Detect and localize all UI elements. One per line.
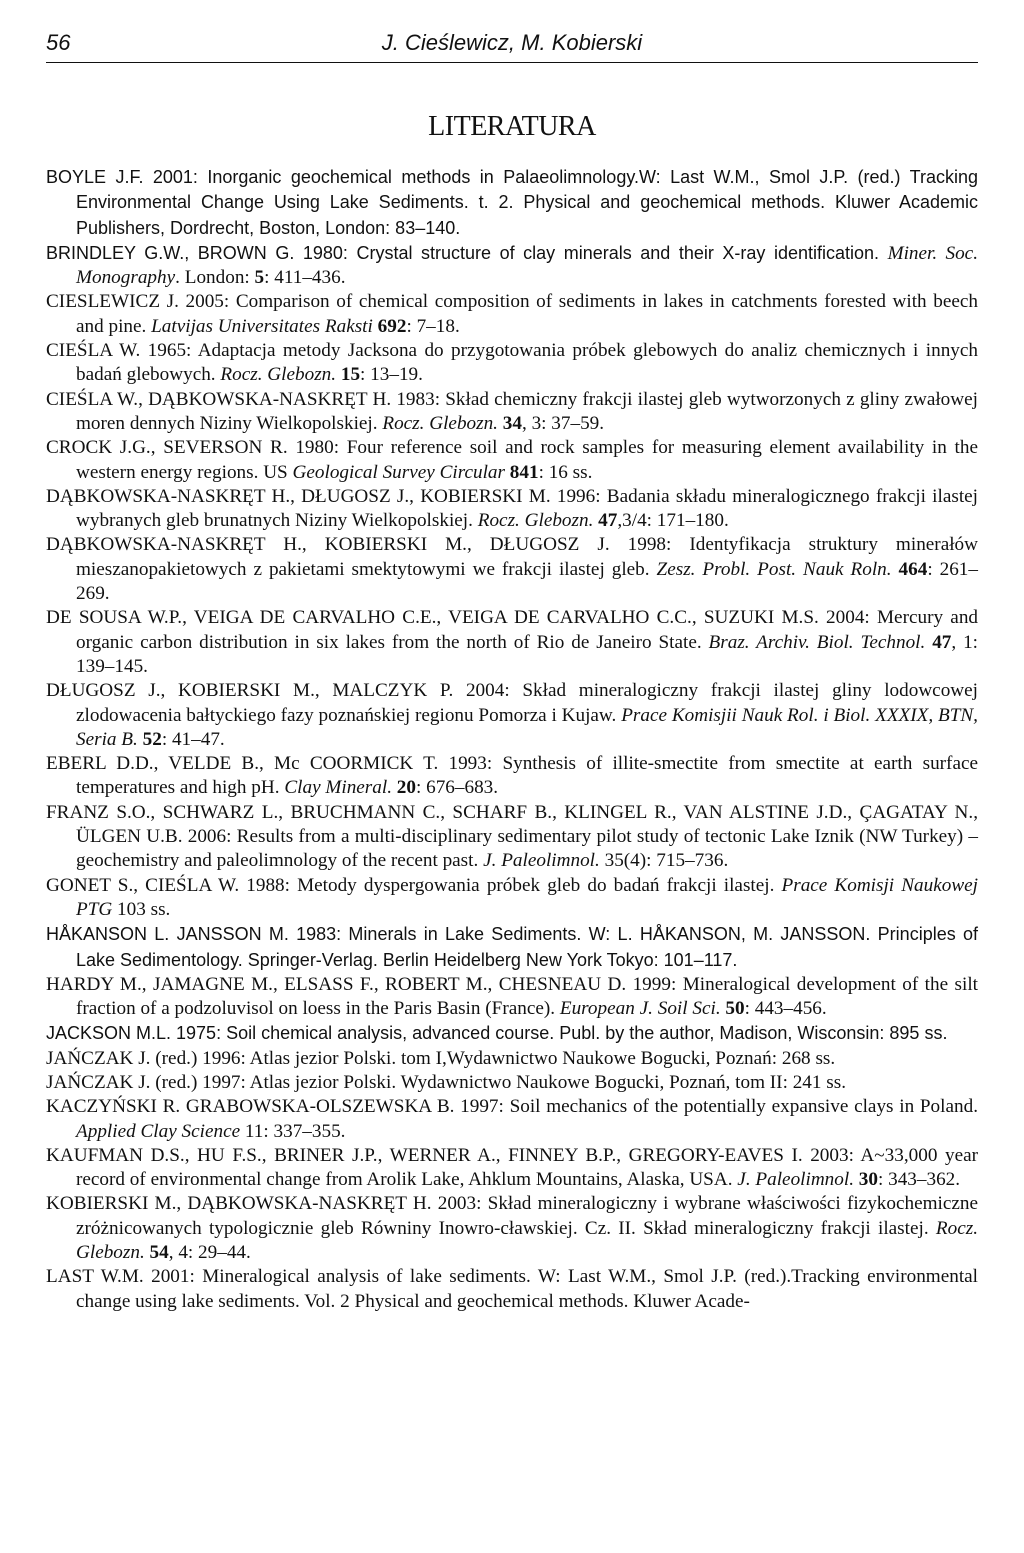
reference-text: 34 [497, 412, 522, 434]
reference-entry [46, 388, 978, 437]
reference-entry [46, 1021, 978, 1046]
reference-text: FRANZ S.O., SCHWARZ L., BRUCHMANN C., SCHARF B., KLINGEL R., VAN ALSTINE J.D., ÇAGATAY N., ÜLGEN U.B. 2006: Results from a multi-disciplinary sedimentary pilot study of tectonic Lake Iznik (NW Turkey) – geochemistry and paleolimnology of the recent past. [46, 801, 978, 872]
running-header [46, 22, 978, 63]
reference-text: Latvijas Universitates Raksti [151, 315, 373, 337]
reference-text: DĄBKOWSKA-NASKRĘT H., DŁUGOSZ J., KOBIERSKI M. 1996: Badania składu mineralogicznego frakcji ilastej wybranych gleb brunatnych Niziny Wielkopolskiej. [46, 485, 978, 532]
reference-entry [46, 165, 978, 241]
reference-text: Clay Mineral. [284, 777, 392, 799]
reference-text: 20 [392, 777, 416, 799]
reference-text: Miner. Soc. Monography [76, 242, 978, 289]
reference-text: JACKSON M.L. 1975: Soil chemical analysis, advanced course. Publ. by the author, Madison, Wisconsin: 895 ss. [46, 1023, 948, 1044]
reference-text: . London: [175, 267, 255, 289]
reference-entry [46, 339, 978, 388]
reference-entry [46, 1095, 978, 1144]
reference-text: 30 [854, 1169, 878, 1191]
reference-text: ,3/4: 171–180. [617, 510, 729, 532]
reference-text: 11: 337–355. [240, 1120, 346, 1142]
reference-text: Zesz. Probl. Post. Nauk Roln. [656, 558, 892, 580]
reference-text: : 676–683. [415, 777, 499, 799]
reference-entry [46, 606, 978, 679]
reference-text: GONET S., CIEŚLA W. 1988: Metody dyspergowania próbek gleb do badań frakcji ilastej. [46, 874, 782, 896]
reference-text: LAST W.M. 2001: Mineralogical analysis of lake sediments. W: Last W.M., Smol J.P. (red.).Tracking environmental change using lake sediments. Vol. 2 Physical and geochemical methods. Kluwer Acade- [46, 1266, 978, 1312]
reference-entry [46, 436, 978, 485]
reference-text: 50 [720, 998, 745, 1020]
reference-text: Rocz. Glebozn. [382, 412, 498, 434]
page-number: 56 [46, 30, 71, 55]
reference-text: 52 [137, 728, 162, 750]
reference-entry [46, 1192, 978, 1265]
reference-entry [46, 874, 978, 923]
reference-text: J. Paleolimnol. [483, 850, 600, 872]
reference-text: KOBIERSKI M., DĄBKOWSKA-NASKRĘT H. 2003: Skład mineralogiczny i wybrane właściwości fizykochemiczne zróżnicowanych typologicznie gleb Równiny Inowro-cławskiej. Cz. II. Skład mineralogiczny frakcji ilastej. [46, 1193, 978, 1239]
section-title: LITERATURA [428, 111, 596, 142]
reference-text: : 41–47. [161, 728, 225, 750]
reference-entry [46, 290, 978, 339]
reference-text: European J. Soil Sci. [559, 998, 721, 1020]
reference-text: DE SOUSA W.P., VEIGA DE CARVALHO C.E., VEIGA DE CARVALHO C.C., SUZUKI M.S. 2004: Mercury and organic carbon distribution in six lakes from the north of Rio de Janeiro State. [46, 607, 978, 653]
reference-entry [46, 1071, 978, 1095]
reference-text: JAŃCZAK J. (red.) 1997: Atlas jezior Polski. Wydawnictwo Naukowe Bogucki, Poznań, tom II: 241 ss. [46, 1071, 847, 1093]
reference-text: CROCK J.G., SEVERSON R. 1980: Four reference soil and rock samples for measuring element availability in the western energy regions. US [46, 437, 978, 483]
reference-text: 103 ss. [112, 898, 171, 920]
reference-text: Prace Komisjii Nauk Rol. i Biol. XXXIX, BTN, Seria B. [76, 704, 978, 750]
reference-text: 464 [891, 558, 928, 580]
document-page [46, 22, 978, 1314]
reference-text: Braz. Archiv. Biol. Technol. [708, 631, 926, 653]
reference-entry [46, 801, 978, 874]
reference-text: , 1: 139–145. [76, 631, 978, 677]
reference-entry [46, 922, 978, 973]
reference-text: Rocz. Glebozn. [477, 510, 594, 532]
reference-text: , 3: 37–59. [521, 412, 605, 434]
reference-text: 692 [372, 315, 407, 337]
reference-entry [46, 1265, 978, 1314]
reference-text: 841 [504, 461, 539, 483]
reference-text: : 7–18. [406, 315, 460, 337]
reference-text: Applied Clay Science [76, 1120, 241, 1142]
reference-text: : 411–436. [264, 267, 346, 289]
reference-list [46, 165, 978, 1314]
reference-text: : 16 ss. [538, 461, 593, 483]
reference-text: 54 [144, 1242, 169, 1264]
reference-text: 47 [925, 631, 952, 653]
reference-text: (4): 715–736. [623, 850, 729, 872]
reference-text: DĄBKOWSKA-NASKRĘT H., KOBIERSKI M., DŁUGOSZ J. 1998: Identyfikacja struktury minerałów mieszanopakietowych z pakietami smektytowymi we frakcji ilastej gleb. [46, 534, 978, 580]
reference-text: 15 [336, 364, 361, 386]
reference-text: EBERL D.D., VELDE B., Mc COORMICK T. 1993: Synthesis of illite-smectite from smectite at earth surface temperatures and high pH. [46, 753, 978, 799]
reference-entry [46, 1144, 978, 1193]
reference-text: HARDY M., JAMAGNE M., ELSASS F., ROBERT M., CHESNEAU D. 1999: Mineralogical development of the silt fraction of a podzoluvisol on loess in the Paris Basin (France). [46, 973, 978, 1020]
reference-text: , 4: 29–44. [168, 1242, 251, 1264]
reference-text: BRINDLEY G.W., BROWN G. 1980: Crystal structure of clay minerals and their X-ray identification. [46, 242, 888, 263]
reference-text: J. Paleolimnol. [737, 1169, 854, 1191]
running-header-authors: J. Cieślewicz, M. Kobierski [381, 30, 643, 55]
reference-text: BOYLE J.F. 2001: Inorganic geochemical methods in Palaeolimnology.W: Last W.M., Smol J.P. (red.) Tracking Environmental Change Using Lake Sediments. t. 2. Physical and geochemical methods. Kluwer Academic Publishers, Dordrecht, Boston, London: 83–140. [46, 167, 978, 238]
reference-entry [46, 1047, 978, 1071]
reference-entry [46, 241, 978, 291]
reference-text: : 13–19. [360, 364, 423, 386]
reference-text: Prace Komisji Naukowej PTG [76, 874, 978, 920]
reference-text: Geological Survey Circular [292, 461, 505, 483]
reference-text: KACZYŃSKI R. GRABOWSKA-OLSZEWSKA B. 1997: Soil mechanics of the potentially expansive clays in Poland. [46, 1096, 978, 1118]
reference-entry [46, 752, 978, 801]
reference-text: DŁUGOSZ J., KOBIERSKI M., MALCZYK P. 2004: Skład mineralogiczny frakcji ilastej gliny lodowcowej zlodowacenia bałtyckiego fazy poznańskiej regionu Pomorza i Kujaw. [46, 680, 978, 726]
reference-text: : 261–269. [76, 558, 978, 605]
reference-entry [46, 973, 978, 1022]
reference-entry [46, 533, 978, 606]
reference-text: Rocz. Glebozn. [76, 1217, 978, 1264]
reference-text: JAŃCZAK J. (red.) 1996: Atlas jezior Polski. tom I,Wydawnictwo Naukowe Bogucki, Poznań: 268 ss. [46, 1047, 836, 1069]
reference-text: 5 [254, 267, 265, 289]
reference-entry [46, 485, 978, 534]
reference-text: HÅKANSON L. JANSSON M. 1983: Minerals in Lake Sediments. W: L. HÅKANSON, M. JANSSON. Principles of Lake Sedimentology. Springer-Verlag. Berlin Heidelberg New York Tokyo: 101–117. [46, 924, 978, 970]
reference-text: 47 [593, 510, 618, 532]
reference-text: CIEŚLA W. 1965: Adaptacja metody Jacksona do przygotowania próbek glebowych do analiz chemicznych i innych badań glebowych. [46, 340, 978, 386]
reference-entry [46, 679, 978, 752]
reference-text: Rocz. Glebozn. [220, 364, 337, 386]
reference-text: CIESLEWICZ J. 2005: Comparison of chemical composition of sediments in lakes in catchments forested with beech and pine. [46, 291, 978, 337]
reference-text: : 443–456. [744, 998, 827, 1020]
reference-text: KAUFMAN D.S., HU F.S., BRINER J.P., WERNER A., FINNEY B.P., GREGORY-EAVES I. 2003: A~33,000 year record of environmental change from Arolik Lake, Ahklum Mountains, Alaska, USA. [46, 1144, 978, 1191]
reference-text: CIEŚLA W., DĄBKOWSKA-NASKRĘT H. 1983: Skład chemiczny frakcji ilastej gleb wytworzonych z gliny zwałowej moren dennych Niziny Wielkopolskiej. [46, 388, 978, 434]
reference-text: 35 [599, 850, 624, 872]
reference-text: : 343–362. [877, 1169, 961, 1191]
